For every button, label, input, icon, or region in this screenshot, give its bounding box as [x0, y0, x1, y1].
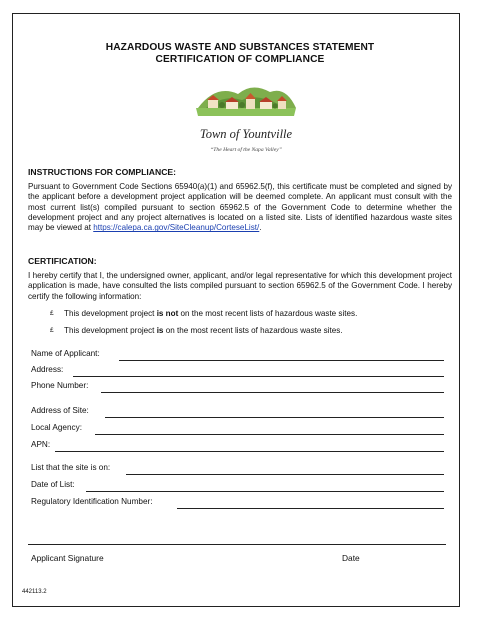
address-of-site-label: Address of Site:: [31, 406, 89, 415]
form-number: 442113.2: [22, 589, 47, 595]
instructions-paragraph: [28, 182, 452, 233]
phone-number-line[interactable]: [101, 392, 444, 393]
address-field[interactable]: [31, 365, 444, 377]
local-agency-label: Local Agency:: [31, 423, 82, 432]
local-agency-field[interactable]: [31, 423, 444, 435]
date-of-list-line[interactable]: [86, 491, 444, 492]
checkbox-icon[interactable]: £: [50, 327, 54, 334]
name-of-applicant-line[interactable]: [119, 360, 444, 361]
apn-label: APN:: [31, 440, 51, 449]
instructions-suffix: .: [259, 223, 262, 233]
certification-text: I hereby certify that I, the undersigned owner, applicant, and/or legal representative for which this development project application is made, have consulted the lists compiled pursuant to section 65962.5 of the Government Code. I hereby certify the following information:: [28, 271, 452, 301]
date-of-list-label: Date of List:: [31, 480, 75, 489]
list-site-is-on-line[interactable]: [126, 474, 444, 475]
instructions-text: Pursuant to Government Code Sections 65940(a)(1) and 65962.5(f), this certificate must be completed and signed by the applicant before a development project application will be deemed complete. An applicant must consult with the most current list(s) compiled pursuant to section 65962.5 of the Government Code to determine whether the development project and any project alternatives is located on a listed site. Lists of identified hazardous waste sites may be viewed at: [28, 182, 452, 233]
date-label: Date: [342, 553, 360, 563]
apn-field[interactable]: [31, 440, 444, 452]
list-site-is-on-field[interactable]: [31, 463, 444, 475]
town-tagline-text: “The Heart of the Napa Valley”: [210, 147, 282, 153]
document-title-line1: HAZARDOUS WASTE AND SUBSTANCES STATEMENT: [105, 42, 375, 53]
document-title-line2: CERTIFICATION OF COMPLIANCE: [155, 54, 325, 65]
apn-line[interactable]: [55, 451, 444, 452]
regulatory-id-line[interactable]: [177, 508, 444, 509]
local-agency-line[interactable]: [95, 434, 444, 435]
cortese-list-link[interactable]: https://calepa.ca.gov/SiteCleanup/CorteseList/: [93, 223, 260, 233]
list-site-is-on-label: List that the site is on:: [31, 463, 111, 472]
town-name-text: Town of Yountville: [199, 127, 293, 141]
address-of-site-field[interactable]: [31, 406, 444, 418]
option-on-list-label: This development project is on the most recent lists of hazardous waste sites.: [64, 326, 343, 335]
town-logo: [186, 78, 306, 160]
option-not-on-list-label: This development project is not on the most recent lists of hazardous waste sites.: [64, 309, 358, 318]
name-of-applicant-field[interactable]: [31, 349, 444, 361]
signature-line[interactable]: [28, 544, 446, 545]
checkbox-icon[interactable]: £: [50, 310, 54, 317]
name-of-applicant-label: Name of Applicant:: [31, 349, 100, 358]
regulatory-id-field[interactable]: [31, 497, 444, 509]
phone-number-label: Phone Number:: [31, 381, 89, 390]
date-of-list-field[interactable]: [31, 480, 444, 492]
address-line[interactable]: [73, 376, 444, 377]
phone-number-field[interactable]: [31, 381, 444, 393]
applicant-signature-label: Applicant Signature: [31, 553, 104, 563]
certification-heading: CERTIFICATION:: [28, 256, 97, 266]
instructions-heading: INSTRUCTIONS FOR COMPLIANCE:: [28, 167, 176, 177]
address-of-site-line[interactable]: [105, 417, 444, 418]
address-label: Address:: [31, 365, 64, 374]
regulatory-id-label: Regulatory Identification Number:: [31, 497, 153, 506]
